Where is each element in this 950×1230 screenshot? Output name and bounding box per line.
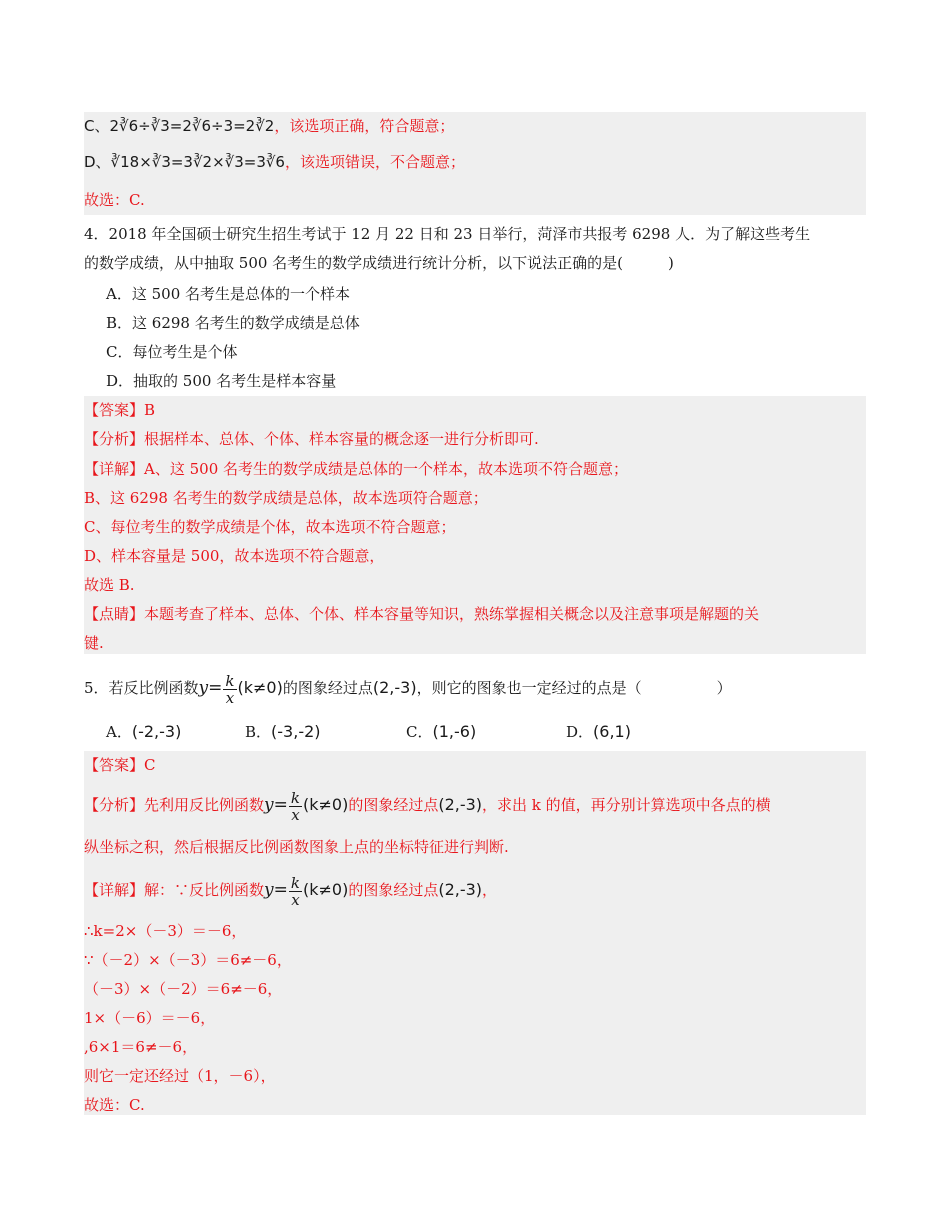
q5-frac-num: k	[225, 671, 235, 690]
q5-fraction	[223, 673, 236, 706]
q5-option-c-letter: C．	[406, 723, 433, 741]
q4-answer: 【答案】B	[84, 401, 156, 419]
q5-option-c	[406, 717, 476, 746]
q5-detail-line1	[84, 872, 497, 908]
q5-option-d-letter: D．	[566, 723, 594, 741]
q5-stem-post: ，则它的图象也一定经过的点是（ ）	[416, 679, 732, 697]
q5-analysis-frac-den: x	[291, 805, 300, 824]
q5-analysis-condition: (k≠0)	[302, 795, 349, 814]
q5-analysis-y-eq: y=	[264, 795, 288, 815]
q4-stem-line2: 的数学成绩，从中抽取 500 名考生的数学成绩进行统计分析，以下说法正确的是( )	[84, 254, 674, 272]
q4-option-c: C．每位考生是个体	[106, 343, 238, 361]
q5-detail-mid: 的图象经过点	[348, 881, 439, 899]
q5-detail-fraction	[289, 875, 302, 908]
q5-stem-mid: 的图象经过点	[282, 679, 373, 697]
q5-point: (2,-3)	[372, 678, 417, 697]
q5-option-d-value: (6,1)	[593, 722, 631, 741]
q5-analysis-point: (2,-3)	[438, 795, 483, 814]
q5-analysis-post: ，求出 k 的值，再分别计算选项中各点的横	[482, 796, 771, 814]
q5-detail-post: ，	[482, 881, 498, 899]
prev-option-c-line	[84, 112, 454, 141]
q5-step-2: ∵（－2）×（－3）＝6≠－6，	[84, 951, 292, 969]
q4-option-a: A．这 500 名考生是总体的一个样本	[106, 285, 351, 303]
prev-option-d-math: D、∛18×∛3=3∛2×∛3=3∛6	[84, 153, 285, 171]
q5-detail-y-eq: y=	[264, 880, 288, 900]
q5-analysis-fraction	[289, 790, 302, 823]
q4-detail-1: 【详解】A、这 500 名考生的数学成绩是总体的一个样本，故本选项不符合题意；	[84, 460, 629, 478]
q5-step-7: 故选：C.	[84, 1096, 145, 1114]
q5-detail-frac-num: k	[290, 873, 300, 892]
q4-detail-3: C、每位考生的数学成绩是个体，故本选项不符合题意；	[84, 518, 456, 536]
q5-step-6: 则它一定还经过（1，－6），	[84, 1067, 276, 1085]
q5-option-d	[566, 717, 631, 746]
q5-step-3: （－3）×（－2）＝6≠－6，	[84, 980, 283, 998]
q5-stem	[84, 670, 732, 706]
q4-comment-1: 【点睛】本题考查了样本、总体、个体、样本容量等知识，熟练掌握相关概念以及注意事项是解题的关	[84, 605, 760, 623]
q5-detail-point: (2,-3)	[438, 880, 483, 899]
q5-detail-condition: (k≠0)	[302, 880, 349, 899]
q5-step-4: 1×（－6）＝－6，	[84, 1009, 216, 1027]
q4-analysis: 【分析】根据样本、总体、个体、样本容量的概念逐一进行分析即可.	[84, 430, 539, 448]
q5-analysis-line2: 纵坐标之积，然后根据反比例函数图象上点的坐标特征进行判断.	[84, 838, 509, 856]
q5-option-a-value: (-2,-3)	[131, 722, 182, 741]
q5-frac-den: x	[225, 688, 235, 707]
q4-comment-2: 键.	[84, 634, 104, 652]
q5-condition: (k≠0)	[237, 678, 283, 697]
prev-conclusion: 故选：C.	[84, 191, 145, 209]
q5-step-5: ,6×1＝6≠－6，	[84, 1038, 198, 1056]
prev-option-c-math: C、2∛6÷∛3=2∛6÷3=2∛2	[84, 117, 275, 135]
prev-option-d-text: ，该选项错误，不合题意；	[284, 153, 465, 171]
q5-y-eq: y=	[198, 678, 223, 698]
q4-stem-line1: 4．2018 年全国硕士研究生招生考试于 12 月 22 日和 23 日举行，菏泽市共报考 6298 人．为了解这些考生	[84, 225, 811, 243]
q5-answer: 【答案】C	[84, 756, 156, 774]
q4-option-b: B．这 6298 名考生的数学成绩是总体	[106, 314, 360, 332]
q5-option-b-letter: B．	[245, 723, 272, 741]
q5-analysis-pre: 【分析】先利用反比例函数	[84, 796, 265, 814]
q5-option-b	[245, 717, 321, 746]
q5-stem-pre: 5．若反比例函数	[84, 679, 199, 697]
q4-detail-5: 故选 B.	[84, 576, 135, 594]
q5-analysis-line1	[84, 787, 771, 823]
q4-option-d: D．抽取的 500 名考生是样本容量	[106, 372, 337, 390]
prev-option-c-text: ，该选项正确，符合题意；	[274, 117, 455, 135]
q5-step-1: ∴k=2×（－3）＝－6，	[84, 922, 247, 940]
q5-analysis-mid: 的图象经过点	[348, 796, 439, 814]
prev-option-d-line	[84, 148, 465, 177]
q5-detail-pre: 【详解】解：∵反比例函数	[84, 881, 265, 899]
q5-option-c-value: (1,-6)	[432, 722, 477, 741]
q5-option-a	[106, 717, 181, 746]
q5-analysis-frac-num: k	[290, 788, 300, 807]
q4-detail-2: B、这 6298 名考生的数学成绩是总体，故本选项符合题意；	[84, 489, 488, 507]
q5-option-a-letter: A．	[106, 723, 132, 741]
q5-detail-frac-den: x	[291, 890, 300, 909]
q4-detail-4: D、样本容量是 500，故本选项不符合题意，	[84, 547, 385, 565]
q5-option-b-value: (-3,-2)	[271, 722, 321, 741]
